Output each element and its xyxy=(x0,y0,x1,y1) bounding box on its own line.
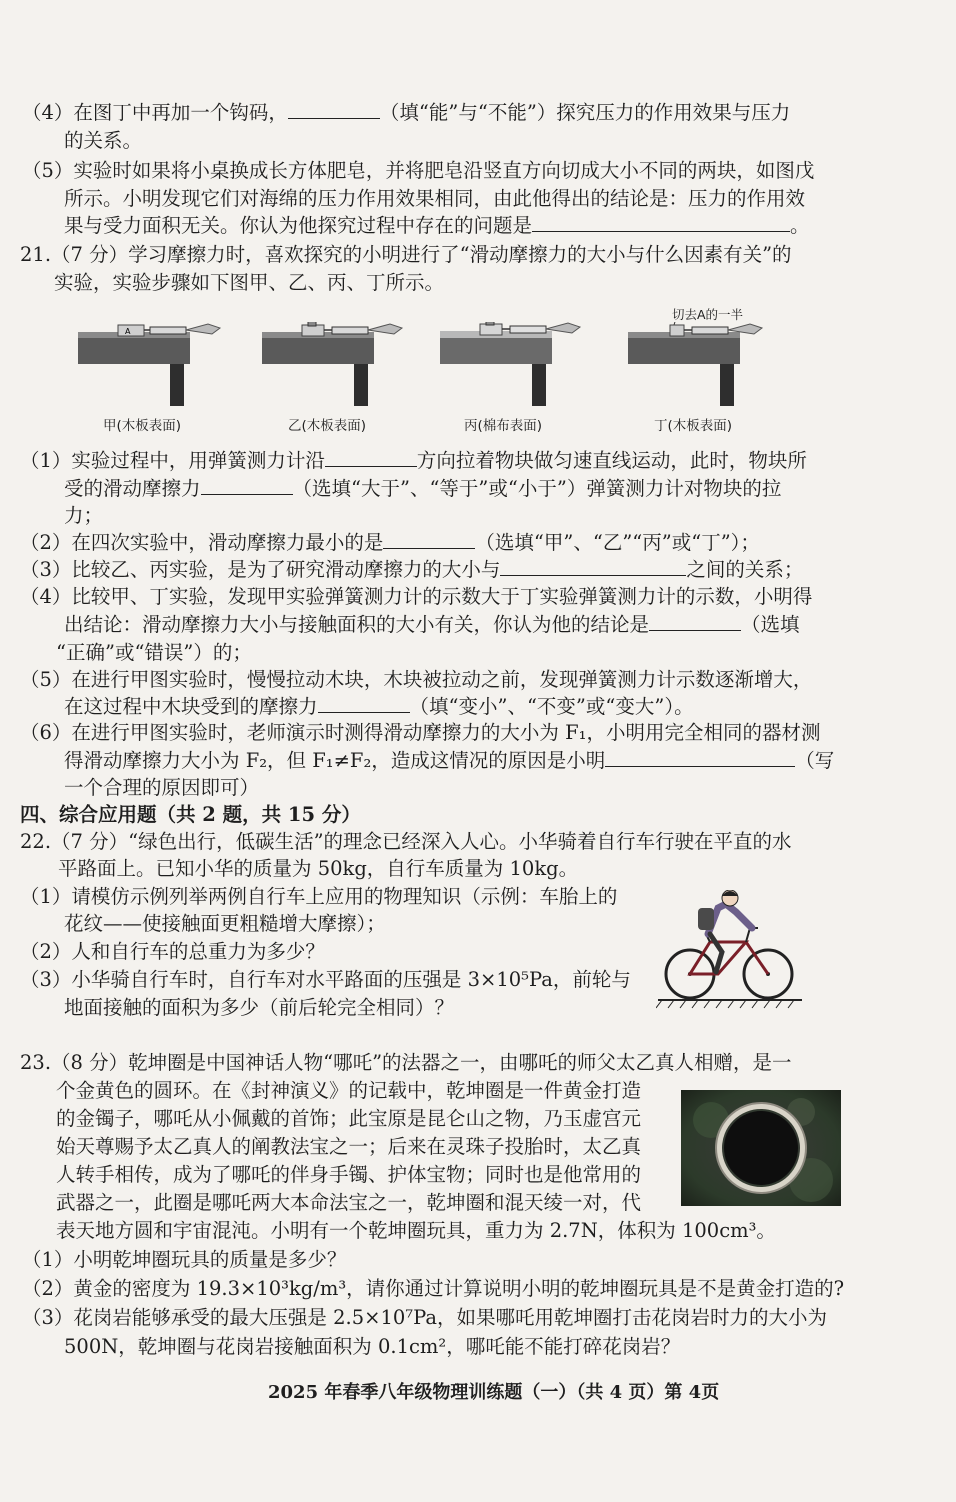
section-heading: 四、综合应用题（共 2 题，共 15 分） xyxy=(20,803,361,826)
figure-yi xyxy=(262,322,422,406)
figure-jia xyxy=(78,322,238,406)
q21-part4-line2: 出结论：滑动摩擦力大小与接触面积的大小有关，你认为他的结论是 （选填 xyxy=(64,613,800,636)
answer-blank[interactable] xyxy=(532,213,790,232)
q21-stem-line2: 实验，实验步骤如下图甲、乙、丙、丁所示。 xyxy=(54,271,445,294)
caption-jia: 甲(木板表面) xyxy=(103,418,182,434)
q21-part1-line2: 受的滑动摩擦力 （选填“大于”、“等于”或“小于”）弹簧测力计对物块的拉 xyxy=(64,477,782,500)
answer-blank[interactable] xyxy=(649,612,741,631)
q20-part5-line1: （5）实验时如果将小桌换成长方体肥皂，并将肥皂沿竖直方向切成大小不同的两块，如图戊 xyxy=(22,159,815,182)
q23-part1: （1）小明乾坤圈玩具的质量是多少？ xyxy=(22,1248,347,1271)
q23-stem-line6: 武器之一，此圈是哪吒两大本命法宝之一，乾坤圈和混天绫一对，代 xyxy=(56,1191,642,1214)
q20-part4-line1: （4）在图丁中再加一个钩码， （填“能”与“不能”）探究压力的作用效果与压力 xyxy=(22,101,791,124)
q23-stem-line1: 23.（8 分）乾坤圈是中国神话人物“哪吒”的法器之一，由哪吒的师父太乙真人相赠，是一 xyxy=(20,1051,792,1074)
q21-part5-line2: 在这过程中木块受到的摩擦力 （填“变小”、“不变”或“变大”）。 xyxy=(64,695,694,718)
q21-part2: （2）在四次实验中，滑动摩擦力最小的是 （选填“甲”、“乙”“丙”或“丁”）； xyxy=(20,531,760,554)
q23-stem-line7: 表天地方圆和宇宙混沌。小明有一个乾坤圈玩具，重力为 2.7N，体积为 100cm³。 xyxy=(56,1219,776,1242)
q23-part3-line2: 500N，乾坤圈与花岗岩接触面积为 0.1cm²，哪吒能不能打碎花岗岩？ xyxy=(64,1335,681,1358)
cyclist-illustration xyxy=(656,890,806,1016)
figure-note-cut-half: 切去A的一半 xyxy=(672,307,744,322)
answer-blank[interactable] xyxy=(605,748,795,767)
answer-blank[interactable] xyxy=(201,476,293,495)
q21-part6-line1: （6）在进行甲图实验时，老师演示时测得滑动摩擦力的大小为 F₁，小明用完全相同的器材测 xyxy=(20,721,821,744)
q23-stem-line2: 个金黄色的圆环。在《封神演义》的记载中，乾坤圈是一件黄金打造 xyxy=(56,1079,642,1102)
q20-part5-line3: 果与受力面积无关。你认为他探究过程中存在的问题是 。 xyxy=(64,214,810,237)
caption-ding: 丁(木板表面) xyxy=(654,418,733,434)
q22-part1-line1: （1）请模仿示例列举两例自行车上应用的物理知识（示例：车胎上的 xyxy=(20,885,618,908)
q21-part6-line2: 得滑动摩擦力大小为 F₂，但 F₁≠F₂，造成这情况的原因是小明 （写 xyxy=(64,749,835,772)
caption-yi: 乙(木板表面) xyxy=(288,418,367,434)
qiankun-ring-photo xyxy=(681,1090,841,1206)
block-label: A xyxy=(125,327,131,336)
q23-stem-line5: 人转手相传，成为了哪吒的伴身手镯、护体宝物；同时也是他常用的 xyxy=(56,1163,642,1186)
q23-stem-line4: 始天尊赐予太乙真人的阐教法宝之一；后来在灵珠子投胎时，太乙真 xyxy=(56,1135,642,1158)
q22-part1-line2: 花纹——使接触面更粗糙增大摩擦）； xyxy=(64,912,386,935)
answer-blank[interactable] xyxy=(318,694,410,713)
q21-part4-line3: “正确”或“错误”）的； xyxy=(56,641,252,664)
figure-ding xyxy=(628,322,788,406)
q23-stem-line3: 的金镯子，哪吒从小佩戴的首饰；此宝原是昆仑山之物，乃玉虚宫元 xyxy=(56,1107,642,1130)
caption-bing: 丙(棉布表面) xyxy=(464,418,543,434)
q21-part3: （3）比较乙、丙实验，是为了研究滑动摩擦力的大小与 之间的关系； xyxy=(20,558,804,581)
q21-part6-line3: 一个合理的原因即可） xyxy=(64,776,260,799)
page-footer: 2025 年春季八年级物理训练题（一）（共 4 页）第 4页 xyxy=(268,1382,720,1403)
q22-stem-line2: 平路面上。已知小华的质量为 50kg，自行车质量为 10kg。 xyxy=(58,857,579,880)
q22-part3-line1: （3）小华骑自行车时，自行车对水平路面的压强是 3×10⁵Pa，前轮与 xyxy=(20,968,631,991)
q23-part2: （2）黄金的密度为 19.3×10³kg/m³，请你通过计算说明小明的乾坤圈玩具是不是黄金打造的? xyxy=(22,1277,845,1300)
q22-part3-line2: 地面接触的面积为多少（前后轮完全相同）？ xyxy=(64,996,455,1019)
figure-bing xyxy=(440,322,600,406)
q20-part5-line2: 所示。小明发现它们对海绵的压力作用效果相同，由此他得出的结论是：压力的作用效 xyxy=(64,187,806,210)
q22-stem-line1: 22.（7 分）“绿色出行，低碳生活”的理念已经深入人心。小华骑着自行车行驶在平直的水 xyxy=(20,830,792,853)
answer-blank[interactable] xyxy=(383,530,475,549)
q20-part4-line2: 的关系。 xyxy=(64,129,143,152)
q21-part5-line1: （5）在进行甲图实验时，慢慢拉动木块，木块被拉动之前，发现弹簧测力计示数逐渐增大， xyxy=(20,668,813,691)
q21-part1-line1: （1）实验过程中，用弹簧测力计沿 方向拉着物块做匀速直线运动，此时，物块所 xyxy=(20,449,807,472)
q21-part1-line3: 力； xyxy=(64,504,104,527)
answer-blank[interactable] xyxy=(288,100,380,119)
q21-part4-line1: （4）比较甲、丁实验，发现甲实验弹簧测力计的示数大于丁实验弹簧测力计的示数，小明得 xyxy=(20,585,813,608)
q21-stem-line1: 21.（7 分）学习摩擦力时，喜欢探究的小明进行了“滑动摩擦力的大小与什么因素有关”的 xyxy=(20,243,792,266)
answer-blank[interactable] xyxy=(500,557,686,576)
q23-part3-line1: （3）花岗岩能够承受的最大压强是 2.5×10⁷Pa，如果哪吒用乾坤圈打击花岗岩时力的大小为 xyxy=(22,1306,827,1329)
answer-blank[interactable] xyxy=(325,448,417,467)
q22-part2: （2）人和自行车的总重力为多少？ xyxy=(20,940,325,963)
